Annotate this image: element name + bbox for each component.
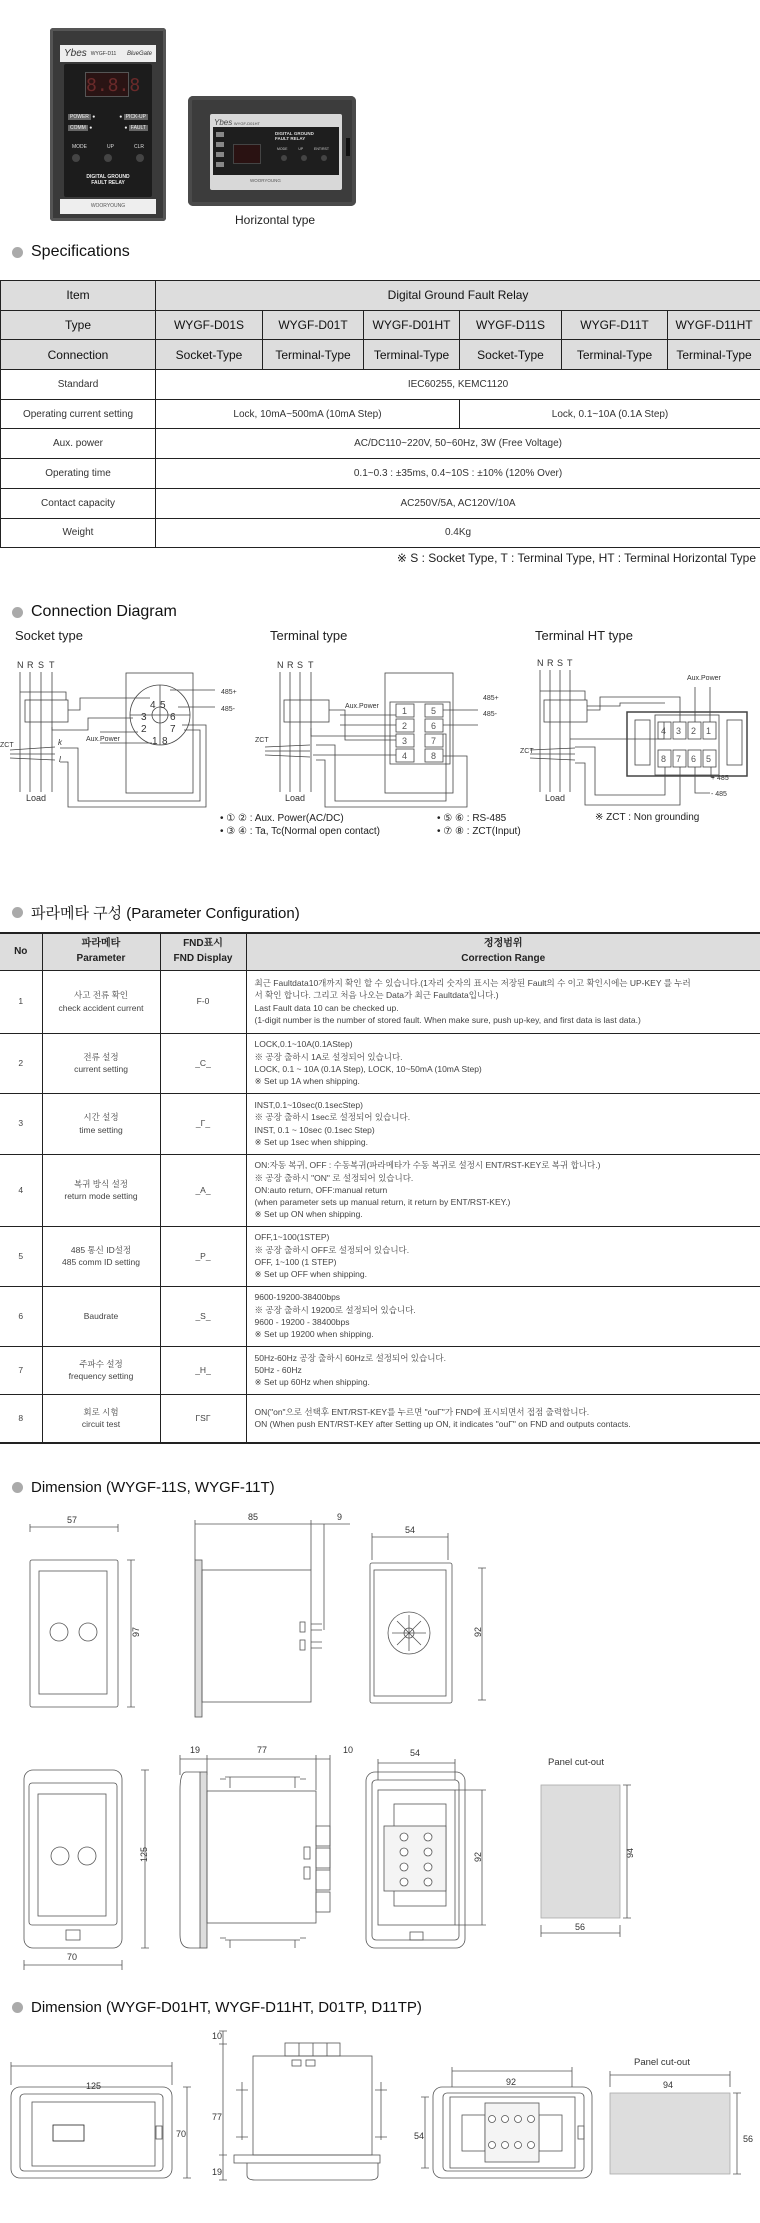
header-en: Correction Range xyxy=(461,952,546,964)
l-label: l xyxy=(59,755,61,764)
spec-value: 0.1~0.3 : ±35ms, 0.4~10S : ±10% (120% Over) xyxy=(156,459,760,489)
legend-item: • ③ ④ : Ta, Tc(Normal open contact) xyxy=(220,826,381,837)
mode-button-h: MODE xyxy=(277,147,288,151)
clr-button: CLR xyxy=(133,144,144,150)
parameter-row xyxy=(0,1286,760,1346)
parameter-name-ko: 사고 전류 확인 xyxy=(74,990,128,1001)
parameter-name-en: time setting xyxy=(79,1124,123,1135)
parameter-name-ko: 485 통신 ID설정 xyxy=(70,1244,132,1255)
connection-legend-right xyxy=(437,812,521,838)
spec-row xyxy=(1,399,760,429)
svg-text:N: N xyxy=(277,660,284,670)
svg-text:4: 4 xyxy=(402,751,408,761)
led-pickup: PICK-UP xyxy=(125,114,146,120)
type-cell: WYGF-D11S xyxy=(460,310,562,340)
range-line: 서 확인 합니다. 그리고 처음 나오는 Data가 최근 Faultdata입니다.) xyxy=(254,990,499,1001)
rs485-minus: 485- xyxy=(221,706,236,713)
parameter-no: 3 xyxy=(0,1093,42,1154)
parameter-name-en: circuit test xyxy=(81,1419,121,1430)
fnd-display-code: _P_ xyxy=(160,1226,246,1286)
parameter-name xyxy=(42,1154,160,1226)
correction-range xyxy=(246,970,760,1033)
svg-text:7: 7 xyxy=(431,736,437,746)
correction-range xyxy=(246,1346,760,1394)
correction-range xyxy=(246,1033,760,1093)
terminal-ht-wiring-diagram xyxy=(520,658,747,805)
correction-range xyxy=(246,1226,760,1286)
k-label: k xyxy=(58,738,62,747)
connection-cell: Terminal-Type xyxy=(668,340,760,370)
dim-back-height: 54 xyxy=(414,2131,425,2141)
spec-value: Lock, 10mA~500mA (10mA Step) xyxy=(156,399,460,429)
range-line: ON:자동 복귀, OFF : 수동복귀(파라메타가 수동 복귀로 설정시 ENT/RST-KEY로 복귀 합니다.) xyxy=(254,1160,601,1171)
correction-range xyxy=(246,1093,760,1154)
dim-side-bottom: 19 xyxy=(212,2167,223,2177)
bullet-icon xyxy=(12,1482,23,1493)
range-line: ※ Set up 1A when shipping. xyxy=(254,1076,360,1087)
spec-value: AC250V/5A, AC120V/10A xyxy=(156,488,760,518)
specifications-heading xyxy=(12,243,130,261)
range-line: ※ Set up 1sec when shipping. xyxy=(254,1136,368,1147)
spec-header-row xyxy=(1,281,760,311)
parameter-name xyxy=(42,970,160,1033)
spec-value: AC/DC110~220V, 50~60Hz, 3W (Free Voltage) xyxy=(156,429,760,459)
dim-side-depth: 77 xyxy=(212,2112,223,2122)
terminal-type-title: Terminal type xyxy=(270,628,348,643)
parameter-row xyxy=(0,1033,760,1093)
parameter-row xyxy=(0,1154,760,1226)
range-line: 9600 - 19200 - 38400bps xyxy=(254,1317,350,1327)
svg-text:3: 3 xyxy=(676,726,682,736)
aux-power-label: Aux.Power xyxy=(86,736,120,743)
item-value: Digital Ground Fault Relay xyxy=(156,281,760,311)
connection-cell: Socket-Type xyxy=(460,340,562,370)
led-comm: COMM xyxy=(70,125,86,131)
spec-label: Contact capacity xyxy=(1,488,156,518)
maker-label: WOORYOUNG xyxy=(60,199,156,214)
fnd-display-code: _S_ xyxy=(160,1286,246,1346)
panel-cutout-label: Panel cut-out xyxy=(634,2057,690,2068)
range-line: 9600-19200-38400bps xyxy=(254,1292,341,1303)
dim-cutout-height: 94 xyxy=(625,1847,635,1858)
led-power: POWER xyxy=(70,114,89,120)
parameter-name xyxy=(42,1093,160,1154)
svg-text:4: 4 xyxy=(150,700,156,711)
dim-back-width: 54 xyxy=(410,1748,421,1758)
connection-cell: Terminal-Type xyxy=(263,340,364,370)
spec-label: Operating current setting xyxy=(1,399,156,429)
zct-label: ZCT xyxy=(520,748,534,755)
svg-text:8: 8 xyxy=(661,754,667,764)
heading-text: 파라메타 구성 (Parameter Configuration) xyxy=(31,905,300,922)
dim-back-width: 92 xyxy=(506,2077,517,2087)
svg-text:5: 5 xyxy=(706,754,712,764)
fnd-display-h xyxy=(233,144,261,164)
fnd-display-code: F-0 xyxy=(160,970,246,1033)
svg-text:3: 3 xyxy=(402,736,408,746)
range-line: (1-digit number is the number of stored fault. When make sure, push up-key, and first data is last data.) xyxy=(254,1014,641,1025)
range-line: ※ Set up OFF when shipping. xyxy=(254,1269,367,1280)
rs485-plus: + 485 xyxy=(711,775,729,782)
parameter-header-row xyxy=(0,933,760,970)
fnd-display-code: _C_ xyxy=(160,1033,246,1093)
aux-power-label: Aux.Power xyxy=(345,703,379,710)
svg-text:S: S xyxy=(557,658,564,668)
range-line: ※ Set up 60Hz when shipping. xyxy=(254,1377,370,1388)
svg-text:5: 5 xyxy=(160,700,166,711)
svg-text:6: 6 xyxy=(170,712,176,723)
fnd-display-code: ΓSΓ xyxy=(160,1394,246,1443)
dim-depth: 77 xyxy=(257,1745,268,1755)
svg-text:T: T xyxy=(308,660,314,670)
svg-text:8: 8 xyxy=(431,751,437,761)
svg-text:T: T xyxy=(567,658,573,668)
connection-label: Connection xyxy=(1,340,156,370)
type-cell: WYGF-D11HT xyxy=(668,310,760,340)
parameter-row xyxy=(0,1093,760,1154)
range-line: ※ 공장 출하시 19200로 설정되어 있습니다. xyxy=(254,1304,416,1315)
brand-logo-h: Ybes xyxy=(214,118,233,127)
type-cell: WYGF-D01T xyxy=(263,310,364,340)
dimension2-heading xyxy=(12,1999,422,2016)
range-line: 50Hz - 60Hz xyxy=(254,1364,302,1375)
range-line: ON (When push ENT/RST-KEY after Setting up ON, it indicates "ouΓ" on FND and outputs contacts. xyxy=(254,1419,631,1430)
range-line: INST, 0.1 ~ 10sec (0.1sec Step) xyxy=(254,1124,375,1135)
horizontal-type-caption: Horizontal type xyxy=(235,213,316,227)
spec-label: Weight xyxy=(1,518,156,548)
parameter-name-ko: 전류 설정 xyxy=(83,1051,119,1062)
ent-button-h: ENT/RST xyxy=(314,147,329,151)
parameter-name xyxy=(42,1226,160,1286)
dim-depth: 85 xyxy=(248,1512,259,1522)
dim-cutout-width: 94 xyxy=(663,2080,674,2090)
parameter-name-ko: 시간 설정 xyxy=(83,1112,119,1123)
mode-button: MODE xyxy=(72,144,87,150)
svg-text:4: 4 xyxy=(661,726,667,736)
phase-n: N xyxy=(17,660,24,670)
col-fnd xyxy=(160,933,246,970)
parameter-no: 2 xyxy=(0,1033,42,1093)
svg-text:1: 1 xyxy=(706,726,712,736)
svg-text:6: 6 xyxy=(431,721,437,731)
parameter-no: 8 xyxy=(0,1394,42,1443)
parameter-no: 7 xyxy=(0,1346,42,1394)
dimension1-drawings xyxy=(0,1500,760,1970)
bullet-icon xyxy=(12,247,23,258)
parameter-name xyxy=(42,1033,160,1093)
terminal-ht-type-title: Terminal HT type xyxy=(535,628,634,643)
led-fault: FAULT xyxy=(130,125,146,131)
parameter-name-en: return mode setting xyxy=(64,1191,138,1201)
panel-text: DIGITAL GROUND FAULT RELAY xyxy=(86,174,130,186)
svg-text:R: R xyxy=(547,658,554,668)
connection-cell: Terminal-Type xyxy=(562,340,668,370)
dim-front-height: 125 xyxy=(139,1846,149,1862)
header-ko: 정정범위 xyxy=(483,938,523,950)
svg-text:7: 7 xyxy=(676,754,682,764)
svg-text:5: 5 xyxy=(431,706,437,716)
heading-text: Connection Diagram xyxy=(31,603,177,620)
parameter-name-en: frequency setting xyxy=(68,1371,134,1381)
correction-range xyxy=(246,1394,760,1443)
range-line: 최근 Faultdata10개까지 확인 할 수 있습니다.(1자리 숫자의 표시는 저장된 Fault의 수 이고 확인시에는 UP-KEY 를 누러 xyxy=(254,977,691,988)
range-line: ※ Set up 19200 when shipping. xyxy=(254,1329,374,1340)
socket-wiring-diagram xyxy=(0,660,237,807)
phase-t: T xyxy=(49,660,55,670)
brand-logo: Ybes xyxy=(64,48,87,59)
zct-note: ※ ZCT : Non grounding xyxy=(595,812,700,823)
parameter-name xyxy=(42,1346,160,1394)
parameter-name-en: 485 comm ID setting xyxy=(62,1257,140,1267)
vertical-relay-photo: Ybes WYGF-D11 BlueGate 8.8.8 POWER ● COMM ● ● PICK-UP ● FAULT MODE UP CLR DIGITAL GROUND FAULT RELAY WOORYOUNG xyxy=(50,28,166,221)
dim-front-height: 97 xyxy=(131,1626,141,1637)
parameter-heading xyxy=(12,902,300,923)
type-cell: WYGF-D01S xyxy=(156,310,263,340)
svg-text:7: 7 xyxy=(170,724,176,735)
dim-front-width: 70 xyxy=(67,1952,78,1962)
specifications-table xyxy=(0,280,760,548)
range-line: Last Fault data 10 can be checked up. xyxy=(254,1002,399,1013)
parameter-table xyxy=(0,932,760,1444)
model-label-h: WYGF-D01HT xyxy=(233,121,260,126)
svg-text:1: 1 xyxy=(152,736,158,747)
parameter-name xyxy=(42,1394,160,1443)
col-range xyxy=(246,933,760,970)
panel-text-h: DIGITAL GROUND FAULT RELAY xyxy=(275,131,314,141)
load-label: Load xyxy=(285,793,306,803)
parameter-name-ko: 회로 시험 xyxy=(83,1406,119,1417)
heading-text: Dimension (WYGF-D01HT, WYGF-D11HT, D01TP, D11TP) xyxy=(31,1999,422,2016)
terminal-wiring-diagram xyxy=(255,660,499,807)
header-ko: 파라메타 xyxy=(81,938,121,950)
parameter-row xyxy=(0,970,760,1033)
fnd-display: 8.8.8 xyxy=(85,72,129,97)
item-label: Item xyxy=(1,281,156,311)
range-line: ※ Set up ON when shipping. xyxy=(254,1209,363,1220)
range-line: ※ 공장 출하시 "ON" 로 설정되어 있습니다. xyxy=(254,1172,414,1183)
dim-front-width: 57 xyxy=(67,1515,78,1525)
dim-front-height: 70 xyxy=(176,2129,187,2139)
connection-diagrams xyxy=(0,650,760,810)
parameter-no: 4 xyxy=(0,1154,42,1226)
dimension2-drawings xyxy=(0,2025,760,2215)
spec-label: Standard xyxy=(1,370,156,400)
fnd-display-code: _Γ_ xyxy=(160,1093,246,1154)
parameter-name-en: current setting xyxy=(74,1064,128,1074)
spec-type-row xyxy=(1,310,760,340)
parameter-no: 5 xyxy=(0,1226,42,1286)
parameter-name-en: check accident current xyxy=(58,1002,144,1013)
up-button-h: UP xyxy=(298,147,304,151)
col-no: No xyxy=(0,933,42,970)
parameter-name-ko: 복귀 방식 설정 xyxy=(74,1178,128,1189)
connection-cell: Terminal-Type xyxy=(364,340,460,370)
range-line: ON("on"으로 선택후 ENT/RST-KEY를 누르면 "ouΓ"가 FND에 표시되면서 접점 출력합니다. xyxy=(254,1406,590,1417)
spec-label: Aux. power xyxy=(1,429,156,459)
dimension1-heading xyxy=(12,1479,275,1496)
dim-rear: 10 xyxy=(343,1745,354,1755)
fnd-display-code: _A_ xyxy=(160,1154,246,1226)
dim-cutout-height: 56 xyxy=(743,2134,754,2144)
connection-cell: Socket-Type xyxy=(156,340,263,370)
parameter-name-en: Baudrate xyxy=(83,1310,119,1321)
fnd-display-code: _H_ xyxy=(160,1346,246,1394)
model-label: WYGF-D11 xyxy=(90,50,117,57)
parameter-no: 6 xyxy=(0,1286,42,1346)
legend-item: • ⑤ ⑥ : RS-485 xyxy=(437,813,507,824)
up-button: UP xyxy=(107,144,114,150)
col-parameter xyxy=(42,933,160,970)
svg-text:485-: 485- xyxy=(483,711,498,718)
dim-flange: 19 xyxy=(190,1745,201,1755)
zct-label: ZCT xyxy=(255,737,269,744)
svg-text:6: 6 xyxy=(691,754,697,764)
correction-range xyxy=(246,1154,760,1226)
dim-cutout-width: 56 xyxy=(575,1922,586,1932)
legend-item: • ⑦ ⑧ : ZCT(Input) xyxy=(437,826,521,837)
parameter-row xyxy=(0,1346,760,1394)
svg-text:485+: 485+ xyxy=(483,695,499,702)
range-line: ※ 공장 출하시 1A로 설정되어 있습니다. xyxy=(254,1051,403,1062)
spec-row xyxy=(1,488,760,518)
type-cell: WYGF-D01HT xyxy=(364,310,460,340)
maker-label-h: WOORYOUNG xyxy=(250,178,281,183)
svg-text:2: 2 xyxy=(691,726,697,736)
dim-rear: 9 xyxy=(337,1512,343,1522)
socket-type-title: Socket type xyxy=(15,628,83,643)
phase-s: S xyxy=(38,660,45,670)
range-line: (when parameter sets up manual return, it return by ENT/RST-KEY.) xyxy=(254,1197,511,1208)
dim-back-height: 92 xyxy=(473,1626,483,1637)
svg-text:2: 2 xyxy=(402,721,408,731)
range-line: ※ 공장 출하시 OFF로 설정되어 있습니다. xyxy=(254,1244,410,1255)
aux-power-label: Aux.Power xyxy=(687,675,721,682)
bullet-icon xyxy=(12,2002,23,2013)
parameter-no: 1 xyxy=(0,970,42,1033)
spec-value: Lock, 0.1~10A (0.1A Step) xyxy=(460,399,760,429)
parameter-row xyxy=(0,1226,760,1286)
type-note: ※ S : Socket Type, T : Terminal Type, HT : Terminal Horizontal Type xyxy=(396,551,756,565)
parameter-name-ko: 주파수 설정 xyxy=(79,1358,123,1369)
rs485-minus: - 485 xyxy=(711,791,727,798)
range-line: OFF, 1~100 (1 STEP) xyxy=(254,1257,337,1267)
spec-row xyxy=(1,370,760,400)
range-line: 50Hz-60Hz 공장 출하시 60Hz로 설정되어 있습니다. xyxy=(254,1352,446,1363)
dim-front-width: 125 xyxy=(86,2081,102,2091)
svg-text:1: 1 xyxy=(402,706,408,716)
spec-label: Operating time xyxy=(1,459,156,489)
spec-row xyxy=(1,518,760,548)
type-cell: WYGF-D11T xyxy=(562,310,668,340)
heading-text: Dimension (WYGF-11S, WYGF-11T) xyxy=(31,1479,275,1496)
rs485-plus: 485+ xyxy=(221,689,237,696)
dim-side-top: 10 xyxy=(212,2031,223,2041)
spec-value: 0.4Kg xyxy=(156,518,760,548)
range-line: OFF,1~100(1STEP) xyxy=(254,1232,330,1243)
spec-value: IEC60255, KEMC1120 xyxy=(156,370,760,400)
panel-cutout-label: Panel cut-out xyxy=(548,1757,604,1768)
bullet-icon xyxy=(12,607,23,618)
correction-range xyxy=(246,1286,760,1346)
dim-back-height: 92 xyxy=(473,1851,483,1862)
range-line: LOCK,0.1~10A(0.1AStep) xyxy=(254,1039,353,1050)
heading-text: Specifications xyxy=(31,243,130,260)
range-line: INST,0.1~10sec(0.1secStep) xyxy=(254,1099,363,1110)
spec-connection-row xyxy=(1,340,760,370)
header-ko: FND표시 xyxy=(183,938,223,950)
svg-text:S: S xyxy=(297,660,304,670)
connection-legend-left xyxy=(220,812,380,838)
header-en: FND Display xyxy=(173,952,233,964)
range-line: ON:auto return, OFF:manual return xyxy=(254,1184,388,1195)
spec-row xyxy=(1,459,760,489)
svg-text:R: R xyxy=(287,660,294,670)
type-label: Type xyxy=(1,310,156,340)
horizontal-relay-photo xyxy=(188,96,356,206)
svg-text:2: 2 xyxy=(141,724,147,735)
dim-back-width: 54 xyxy=(405,1525,416,1535)
load-label: Load xyxy=(545,793,566,803)
zct-label: ZCT xyxy=(0,742,14,749)
bullet-icon xyxy=(12,907,23,918)
sub-brand: BlueGate xyxy=(126,50,152,57)
svg-text:3: 3 xyxy=(141,712,147,723)
connection-heading xyxy=(12,603,177,621)
legend-item: • ① ② : Aux. Power(AC/DC) xyxy=(220,813,344,824)
svg-text:N: N xyxy=(537,658,544,668)
parameter-name xyxy=(42,1286,160,1346)
range-line: LOCK, 0.1 ~ 10A (0.1A Step), LOCK, 10~50mA (10mA Step) xyxy=(254,1064,482,1074)
range-line: ※ 공장 출하시 1sec로 설정되어 있습니다. xyxy=(254,1112,411,1123)
phase-r: R xyxy=(27,660,34,670)
svg-text:8: 8 xyxy=(162,736,168,747)
spec-row xyxy=(1,429,760,459)
header-en: Parameter xyxy=(76,952,126,964)
load-label: Load xyxy=(26,793,47,803)
parameter-row xyxy=(0,1394,760,1443)
